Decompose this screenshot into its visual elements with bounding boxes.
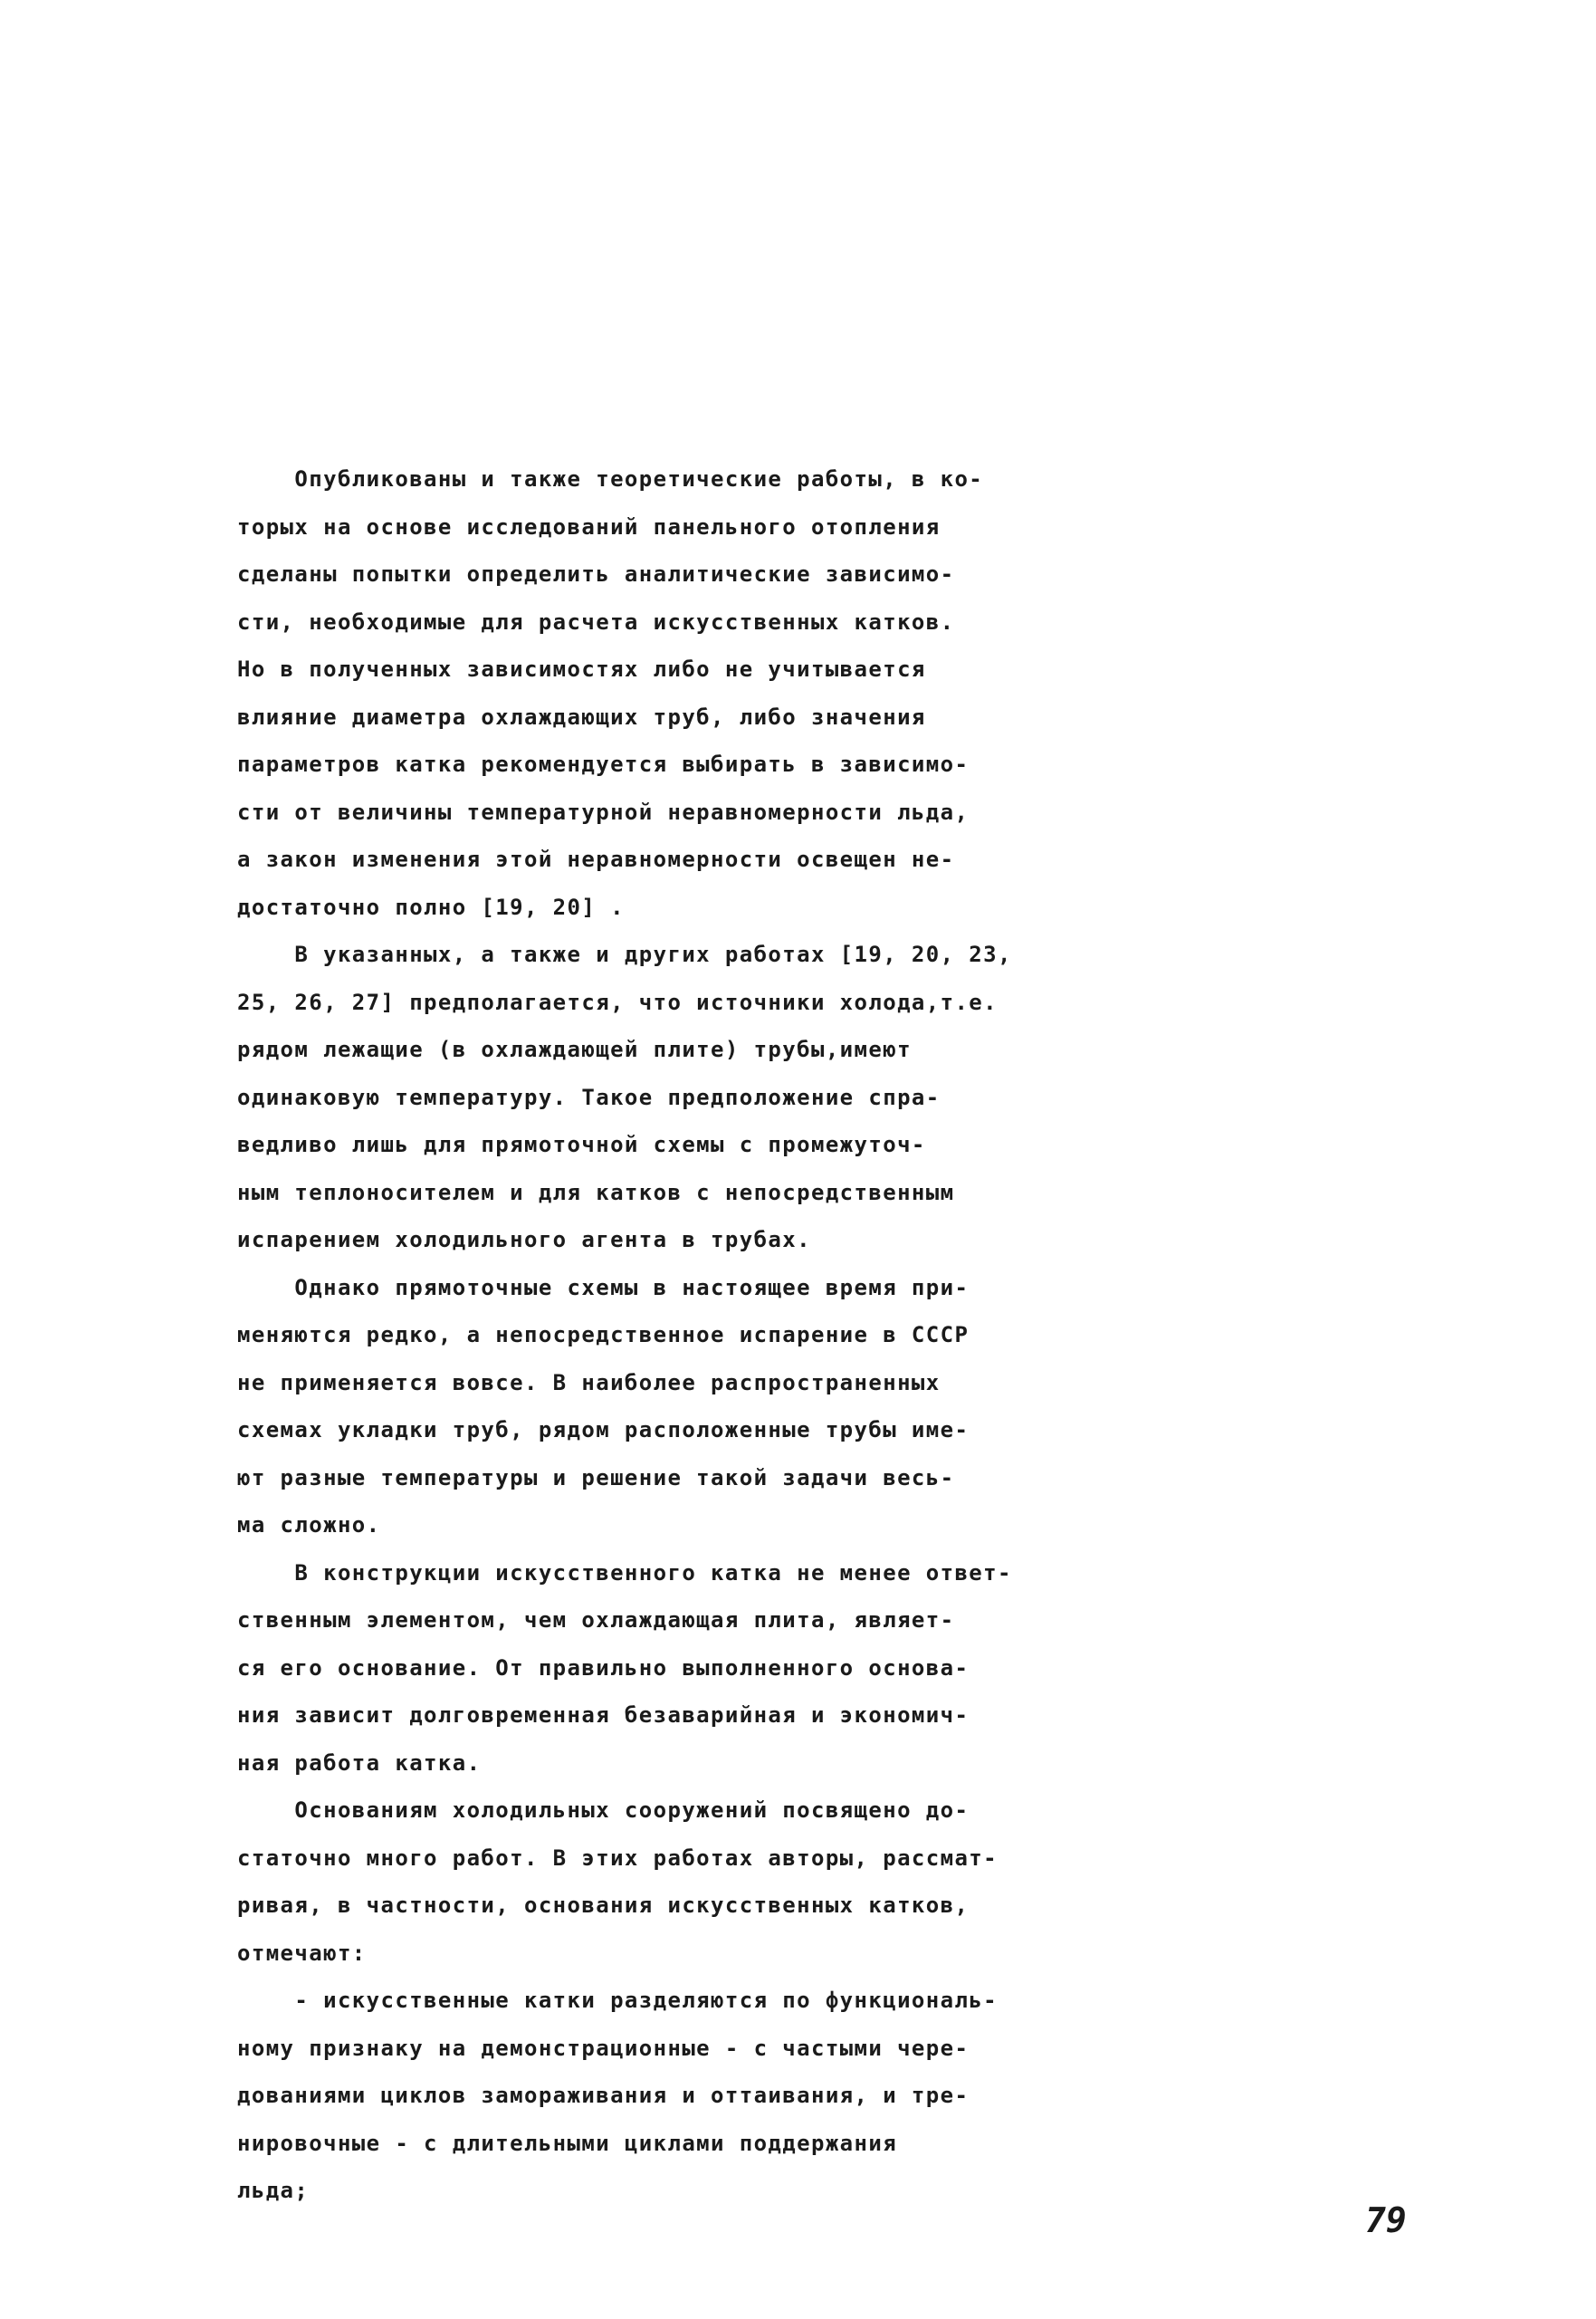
text-line: В конструкции искусственного катка не менее ответ-	[237, 1559, 1012, 1586]
text-line: ственным элементом, чем охлаждающая плита, являет-	[237, 1607, 955, 1633]
text-line: Однако прямоточные схемы в настоящее время при-	[237, 1274, 970, 1300]
text-line: ная работа катка.	[237, 1749, 482, 1776]
text-line: дованиями циклов замораживания и оттаивания, и тре-	[237, 2083, 970, 2108]
text-line: не применяется вовсе. В наиболее распространенных	[237, 1369, 941, 1395]
text-line: льда;	[237, 2178, 310, 2203]
text-line: испарением холодильного агента в трубах.	[237, 1227, 811, 1252]
text-line: Опубликованы и также теоретические работы, в ко-	[237, 466, 984, 492]
text-line: сти, необходимые для расчета искусственных катков.	[237, 608, 955, 635]
text-line: достаточно полно [19, 20] .	[237, 894, 625, 920]
text-line: сделаны попытки определить аналитические зависимо-	[237, 561, 955, 587]
text-line: 25, 26, 27] предполагается, что источники холода,т.е.	[237, 989, 999, 1015]
text-line: нировочные - с длительными циклами поддержания	[237, 2130, 898, 2156]
text-line: Но в полученных зависимостях либо не учитывается	[237, 656, 926, 682]
text-line: отмечают:	[237, 1940, 367, 1966]
page-number: 79	[1365, 2200, 1407, 2240]
text-line: одинаковую температуру. Такое предположение спра-	[237, 1084, 941, 1110]
text-line: рядом лежащие (в охлаждающей плите) трубы,имеют	[237, 1037, 912, 1062]
text-line: ведливо лишь для прямоточной схемы с промежуточ-	[237, 1132, 926, 1157]
text-line: торых на основе исследований панельного отопления	[237, 513, 941, 540]
text-line: ют разные температуры и решение такой задачи весь-	[237, 1464, 955, 1490]
text-line: ся его основание. От правильно выполненного основа-	[237, 1654, 970, 1681]
text-line: ным теплоносителем и для катков с непосредственным	[237, 1179, 955, 1205]
text-line: Основаниям холодильных сооружений посвящено до-	[237, 1797, 970, 1823]
body-text	[237, 455, 1414, 2215]
text-line: ма сложно.	[237, 1512, 381, 1538]
text-line: параметров катка рекомендуется выбирать в зависимо-	[237, 752, 970, 777]
text-line: а закон изменения этой неравномерности освещен не-	[237, 847, 955, 872]
text-line: статочно много работ. В этих работах авторы, рассмат-	[237, 1845, 999, 1871]
text-line: ривая, в частности, основания искусственных катков,	[237, 1893, 970, 1918]
text-line: схемах укладки труб, рядом расположенные трубы име-	[237, 1417, 970, 1442]
text-line: меняются редко, а непосредственное испарение в СССР	[237, 1322, 970, 1347]
text-line: ния зависит долговременная безаварийная и экономич-	[237, 1702, 970, 1728]
text-line: влияние диаметра охлаждающих труб, либо значения	[237, 704, 926, 730]
text-line: В указанных, а также и других работах [19, 20, 23,	[237, 942, 1012, 967]
text-line: ному признаку на демонстрационные - с частыми чере-	[237, 2035, 970, 2061]
text-line: - искусственные катки разделяются по функциональ-	[237, 1988, 999, 2013]
text-line: сти от величины температурной неравномерности льда,	[237, 799, 970, 825]
